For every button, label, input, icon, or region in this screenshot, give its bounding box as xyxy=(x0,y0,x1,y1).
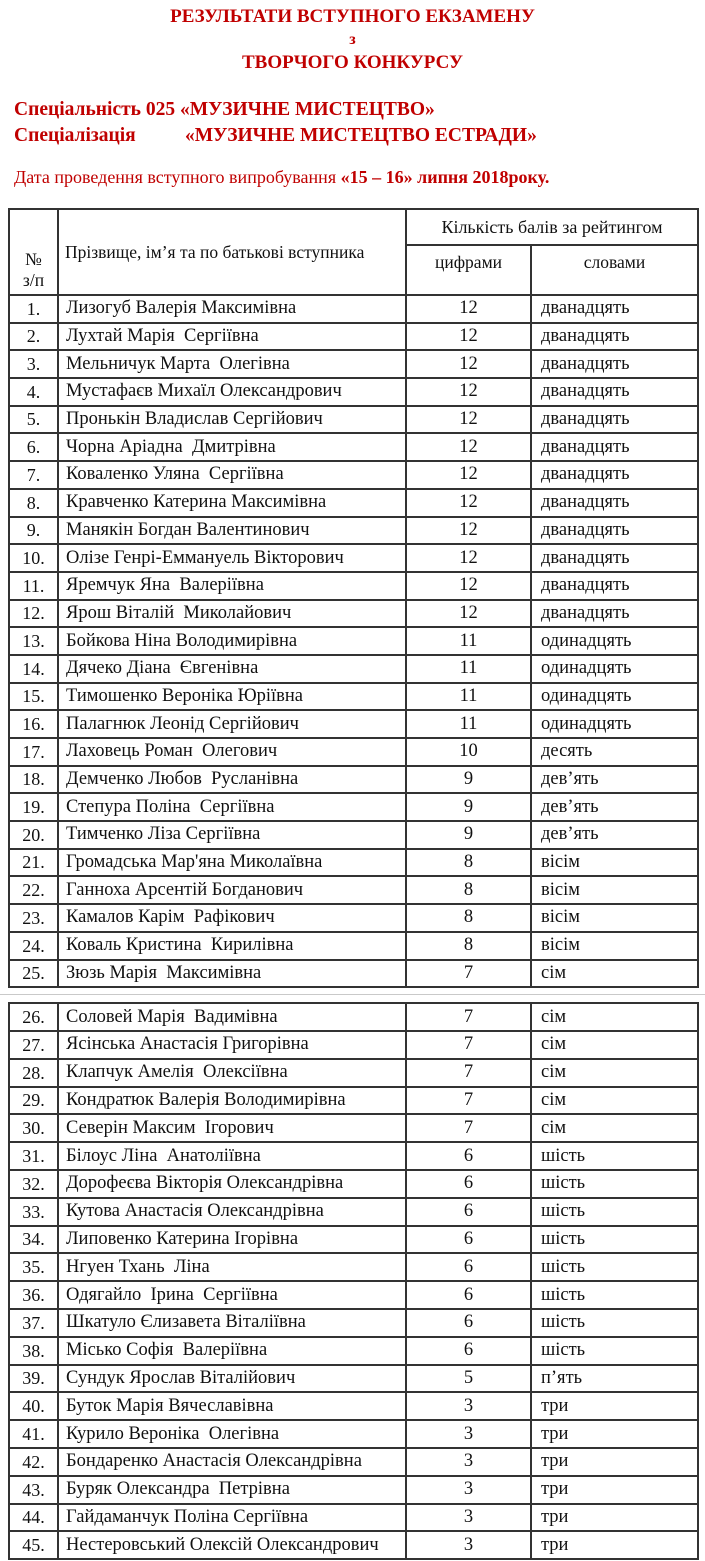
row-number: 8. xyxy=(9,489,58,517)
score-digits: 8 xyxy=(406,849,531,877)
score-digits: 10 xyxy=(406,738,531,766)
score-digits: 12 xyxy=(406,600,531,628)
exam-date-prefix: Дата проведення вступного випробування xyxy=(14,167,337,187)
score-digits: 12 xyxy=(406,295,531,323)
score-digits: 3 xyxy=(406,1531,531,1559)
score-words: шість xyxy=(531,1253,698,1281)
table-row xyxy=(9,1531,698,1559)
row-number: 1. xyxy=(9,295,58,323)
score-digits: 12 xyxy=(406,406,531,434)
score-words: вісім xyxy=(531,904,698,932)
table-row xyxy=(9,1198,698,1226)
score-digits: 9 xyxy=(406,793,531,821)
score-words: дванадцять xyxy=(531,378,698,406)
applicant-name: Демченко Любов Русланівна xyxy=(58,766,406,794)
applicant-name: Ясінська Анастасія Григорівна xyxy=(58,1031,406,1059)
applicant-name: Нестеровський Олексій Олександрович xyxy=(58,1531,406,1559)
row-number: 41. xyxy=(9,1420,58,1448)
applicant-name: Нгуен Тхань Ліна xyxy=(58,1253,406,1281)
col-header-number-top: № xyxy=(25,249,42,269)
table-row xyxy=(9,1031,698,1059)
score-words: дванадцять xyxy=(531,323,698,351)
score-digits: 12 xyxy=(406,350,531,378)
table-row xyxy=(9,766,698,794)
specialization-value: «МУЗИЧНЕ МИСТЕЦТВО ЕСТРАДИ» xyxy=(185,125,537,146)
score-digits: 3 xyxy=(406,1448,531,1476)
applicant-name: Палагнюк Леонід Сергійович xyxy=(58,710,406,738)
score-words: дев’ять xyxy=(531,766,698,794)
score-words: дванадцять xyxy=(531,544,698,572)
score-digits: 12 xyxy=(406,517,531,545)
applicant-name: Бондаренко Анастасія Олександрівна xyxy=(58,1448,406,1476)
table-row xyxy=(9,600,698,628)
row-number: 35. xyxy=(9,1253,58,1281)
score-words: три xyxy=(531,1420,698,1448)
applicant-name: Шкатуло Єлизавета Віталіївна xyxy=(58,1309,406,1337)
score-words: дванадцять xyxy=(531,461,698,489)
row-number: 37. xyxy=(9,1309,58,1337)
row-number: 38. xyxy=(9,1337,58,1365)
applicant-name: Клапчук Амелія Олексіївна xyxy=(58,1059,406,1087)
score-words: дванадцять xyxy=(531,295,698,323)
applicant-name: Зюзь Марія Максимівна xyxy=(58,960,406,988)
specialty-line: Спеціальність 025 «МУЗИЧНЕ МИСТЕЦТВО» xyxy=(14,99,435,120)
document-title-line-1: РЕЗУЛЬТАТИ ВСТУПНОГО ЕКЗАМЕНУ xyxy=(170,6,535,27)
row-number: 25. xyxy=(9,960,58,988)
col-header-number xyxy=(9,209,58,295)
row-number: 17. xyxy=(9,738,58,766)
row-number: 23. xyxy=(9,904,58,932)
score-words: три xyxy=(531,1392,698,1420)
score-words: дванадцять xyxy=(531,600,698,628)
applicant-name: Громадська Мар'яна Миколаївна xyxy=(58,849,406,877)
table-row xyxy=(9,932,698,960)
score-digits: 12 xyxy=(406,572,531,600)
table-row xyxy=(9,738,698,766)
score-words: одинадцять xyxy=(531,655,698,683)
applicant-name: Манякін Богдан Валентинович xyxy=(58,517,406,545)
row-number: 45. xyxy=(9,1531,58,1559)
row-number: 19. xyxy=(9,793,58,821)
score-digits: 7 xyxy=(406,960,531,988)
applicant-name: Олізе Генрі-Еммануель Вікторович xyxy=(58,544,406,572)
score-digits: 6 xyxy=(406,1226,531,1254)
applicant-name: Місько Софія Валеріївна xyxy=(58,1337,406,1365)
row-number: 43. xyxy=(9,1476,58,1504)
document-title-conjunction: з xyxy=(349,31,356,48)
score-words: шість xyxy=(531,1337,698,1365)
score-words: п’ять xyxy=(531,1365,698,1393)
exam-date-line xyxy=(14,165,705,189)
row-number: 21. xyxy=(9,849,58,877)
score-digits: 3 xyxy=(406,1392,531,1420)
document-title-line-2: ТВОРЧОГО КОНКУРСУ xyxy=(241,52,464,73)
table-row xyxy=(9,655,698,683)
results-table-page-2 xyxy=(8,1002,699,1560)
score-digits: 12 xyxy=(406,323,531,351)
applicant-name: Соловей Марія Вадимівна xyxy=(58,1003,406,1031)
row-number: 12. xyxy=(9,600,58,628)
row-number: 26. xyxy=(9,1003,58,1031)
row-number: 31. xyxy=(9,1142,58,1170)
score-words: дванадцять xyxy=(531,350,698,378)
table-row xyxy=(9,1476,698,1504)
row-number: 42. xyxy=(9,1448,58,1476)
applicant-name: Коваленко Уляна Сергіївна xyxy=(58,461,406,489)
row-number: 44. xyxy=(9,1504,58,1532)
applicant-name: Бойкова Ніна Володимирівна xyxy=(58,627,406,655)
applicant-name: Ганноха Арсентій Богданович xyxy=(58,876,406,904)
row-number: 11. xyxy=(9,572,58,600)
score-words: дванадцять xyxy=(531,433,698,461)
applicant-name: Курило Вероніка Олегівна xyxy=(58,1420,406,1448)
table-row xyxy=(9,1087,698,1115)
score-words: шість xyxy=(531,1226,698,1254)
applicant-name: Сундук Ярослав Віталійович xyxy=(58,1365,406,1393)
score-digits: 11 xyxy=(406,655,531,683)
score-words: дванадцять xyxy=(531,572,698,600)
col-header-number-bottom: з/п xyxy=(22,270,45,290)
row-number: 9. xyxy=(9,517,58,545)
row-number: 13. xyxy=(9,627,58,655)
applicant-name: Северін Максим Ігорович xyxy=(58,1114,406,1142)
score-digits: 6 xyxy=(406,1170,531,1198)
row-number: 5. xyxy=(9,406,58,434)
col-header-score-group: Кількість балів за рейтингом xyxy=(406,209,698,245)
score-words: сім xyxy=(531,1059,698,1087)
row-number: 32. xyxy=(9,1170,58,1198)
row-number: 2. xyxy=(9,323,58,351)
score-words: одинадцять xyxy=(531,627,698,655)
applicant-name: Буряк Олександра Петрівна xyxy=(58,1476,406,1504)
row-number: 29. xyxy=(9,1087,58,1115)
applicant-name: Кутова Анастасія Олександрівна xyxy=(58,1198,406,1226)
score-words: сім xyxy=(531,1031,698,1059)
score-words: сім xyxy=(531,1087,698,1115)
score-words: одинадцять xyxy=(531,683,698,711)
table-row xyxy=(9,1309,698,1337)
applicant-name: Дорофеєва Вікторія Олександрівна xyxy=(58,1170,406,1198)
row-number: 7. xyxy=(9,461,58,489)
table-row xyxy=(9,544,698,572)
exam-date-value: «15 – 16» липня 2018року. xyxy=(340,167,550,187)
score-digits: 3 xyxy=(406,1476,531,1504)
table-row xyxy=(9,489,698,517)
row-number: 34. xyxy=(9,1226,58,1254)
specialization-line xyxy=(14,123,705,149)
row-number: 24. xyxy=(9,932,58,960)
row-number: 10. xyxy=(9,544,58,572)
table-row xyxy=(9,1281,698,1309)
applicant-name: Лухтай Марія Сергіївна xyxy=(58,323,406,351)
row-number: 3. xyxy=(9,350,58,378)
table-row xyxy=(9,793,698,821)
row-number: 40. xyxy=(9,1392,58,1420)
applicant-name: Камалов Карім Рафікович xyxy=(58,904,406,932)
score-words: сім xyxy=(531,1003,698,1031)
table-row xyxy=(9,433,698,461)
row-number: 30. xyxy=(9,1114,58,1142)
score-digits: 6 xyxy=(406,1281,531,1309)
score-digits: 6 xyxy=(406,1142,531,1170)
applicant-name: Пронькін Владислав Сергійович xyxy=(58,406,406,434)
row-number: 27. xyxy=(9,1031,58,1059)
table-row xyxy=(9,1365,698,1393)
applicant-name: Лизогуб Валерія Максимівна xyxy=(58,295,406,323)
applicant-name: Тимченко Ліза Сергіївна xyxy=(58,821,406,849)
table-row xyxy=(9,627,698,655)
score-digits: 6 xyxy=(406,1253,531,1281)
table-row xyxy=(9,323,698,351)
table-row xyxy=(9,1226,698,1254)
row-number: 20. xyxy=(9,821,58,849)
score-digits: 8 xyxy=(406,932,531,960)
document-header xyxy=(0,0,705,189)
row-number: 16. xyxy=(9,710,58,738)
score-digits: 11 xyxy=(406,627,531,655)
score-digits: 7 xyxy=(406,1114,531,1142)
score-digits: 7 xyxy=(406,1087,531,1115)
score-words: сім xyxy=(531,960,698,988)
table-row xyxy=(9,960,698,988)
score-digits: 8 xyxy=(406,876,531,904)
score-digits: 9 xyxy=(406,766,531,794)
applicant-name: Чорна Аріадна Дмитрівна xyxy=(58,433,406,461)
applicant-name: Гайдаманчук Поліна Сергіївна xyxy=(58,1504,406,1532)
table-row xyxy=(9,1142,698,1170)
row-number: 15. xyxy=(9,683,58,711)
score-words: три xyxy=(531,1531,698,1559)
table-row xyxy=(9,1420,698,1448)
score-words: шість xyxy=(531,1281,698,1309)
score-words: вісім xyxy=(531,876,698,904)
row-number: 28. xyxy=(9,1059,58,1087)
table-row xyxy=(9,406,698,434)
applicant-name: Ярош Віталій Миколайович xyxy=(58,600,406,628)
score-digits: 6 xyxy=(406,1198,531,1226)
score-words: вісім xyxy=(531,849,698,877)
score-digits: 12 xyxy=(406,433,531,461)
applicant-name: Дячеко Діана Євгенівна xyxy=(58,655,406,683)
table-row xyxy=(9,1448,698,1476)
applicant-name: Білоус Ліна Анатоліївна xyxy=(58,1142,406,1170)
score-digits: 7 xyxy=(406,1003,531,1031)
applicant-name: Яремчук Яна Валеріївна xyxy=(58,572,406,600)
row-number: 14. xyxy=(9,655,58,683)
table-row xyxy=(9,1114,698,1142)
table-row xyxy=(9,350,698,378)
table-row xyxy=(9,378,698,406)
applicant-name: Лаховець Роман Олегович xyxy=(58,738,406,766)
page-break-line xyxy=(0,994,705,995)
row-number: 18. xyxy=(9,766,58,794)
applicant-name: Степура Поліна Сергіївна xyxy=(58,793,406,821)
applicant-name: Мельничук Марта Олегівна xyxy=(58,350,406,378)
score-digits: 12 xyxy=(406,544,531,572)
score-digits: 9 xyxy=(406,821,531,849)
applicant-name: Мустафаєв Михаїл Олександрович xyxy=(58,378,406,406)
table-row xyxy=(9,1170,698,1198)
col-header-name: Прізвище, ім’я та по батькові вступника xyxy=(58,209,406,295)
table-row xyxy=(9,876,698,904)
row-number: 36. xyxy=(9,1281,58,1309)
score-digits: 12 xyxy=(406,378,531,406)
row-number: 22. xyxy=(9,876,58,904)
table-row xyxy=(9,904,698,932)
table-row xyxy=(9,710,698,738)
applicant-name: Коваль Кристина Кирилівна xyxy=(58,932,406,960)
table-row xyxy=(9,821,698,849)
table-row xyxy=(9,683,698,711)
score-words: дванадцять xyxy=(531,517,698,545)
table-row xyxy=(9,1059,698,1087)
score-words: дев’ять xyxy=(531,793,698,821)
row-number: 39. xyxy=(9,1365,58,1393)
table-row xyxy=(9,1003,698,1031)
score-digits: 11 xyxy=(406,710,531,738)
score-words: сім xyxy=(531,1114,698,1142)
table-row xyxy=(9,295,698,323)
specialty-block xyxy=(14,97,705,149)
score-words: десять xyxy=(531,738,698,766)
table-row xyxy=(9,572,698,600)
specialization-label: Спеціалізація xyxy=(14,125,136,146)
score-words: три xyxy=(531,1448,698,1476)
score-words: дванадцять xyxy=(531,406,698,434)
table-row xyxy=(9,461,698,489)
score-words: одинадцять xyxy=(531,710,698,738)
table-row xyxy=(9,1392,698,1420)
page-break xyxy=(0,988,705,1002)
score-words: шість xyxy=(531,1309,698,1337)
score-words: шість xyxy=(531,1170,698,1198)
score-words: дванадцять xyxy=(531,489,698,517)
score-digits: 7 xyxy=(406,1059,531,1087)
results-table-page-1 xyxy=(8,208,699,988)
table-row xyxy=(9,1337,698,1365)
score-digits: 8 xyxy=(406,904,531,932)
score-digits: 7 xyxy=(406,1031,531,1059)
applicant-name: Буток Марія Вячеславівна xyxy=(58,1392,406,1420)
row-number: 33. xyxy=(9,1198,58,1226)
score-words: дев’ять xyxy=(531,821,698,849)
score-words: шість xyxy=(531,1142,698,1170)
score-words: три xyxy=(531,1504,698,1532)
table-row xyxy=(9,517,698,545)
score-digits: 3 xyxy=(406,1504,531,1532)
score-words: три xyxy=(531,1476,698,1504)
score-digits: 6 xyxy=(406,1309,531,1337)
score-words: шість xyxy=(531,1198,698,1226)
table-row xyxy=(9,1504,698,1532)
col-header-words: словами xyxy=(531,245,698,295)
score-digits: 11 xyxy=(406,683,531,711)
row-number: 6. xyxy=(9,433,58,461)
results-table-header xyxy=(9,209,698,295)
applicant-name: Липовенко Катерина Ігорівна xyxy=(58,1226,406,1254)
applicant-name: Тимошенко Вероніка Юріївна xyxy=(58,683,406,711)
table-row xyxy=(9,849,698,877)
score-digits: 6 xyxy=(406,1337,531,1365)
score-words: вісім xyxy=(531,932,698,960)
applicant-name: Кравченко Катерина Максимівна xyxy=(58,489,406,517)
table-row xyxy=(9,1253,698,1281)
applicant-name: Кондратюк Валерія Володимирівна xyxy=(58,1087,406,1115)
score-digits: 5 xyxy=(406,1365,531,1393)
score-digits: 12 xyxy=(406,461,531,489)
row-number: 4. xyxy=(9,378,58,406)
score-digits: 3 xyxy=(406,1420,531,1448)
col-header-digits: цифрами xyxy=(406,245,531,295)
applicant-name: Одягайло Ірина Сергіївна xyxy=(58,1281,406,1309)
score-digits: 12 xyxy=(406,489,531,517)
